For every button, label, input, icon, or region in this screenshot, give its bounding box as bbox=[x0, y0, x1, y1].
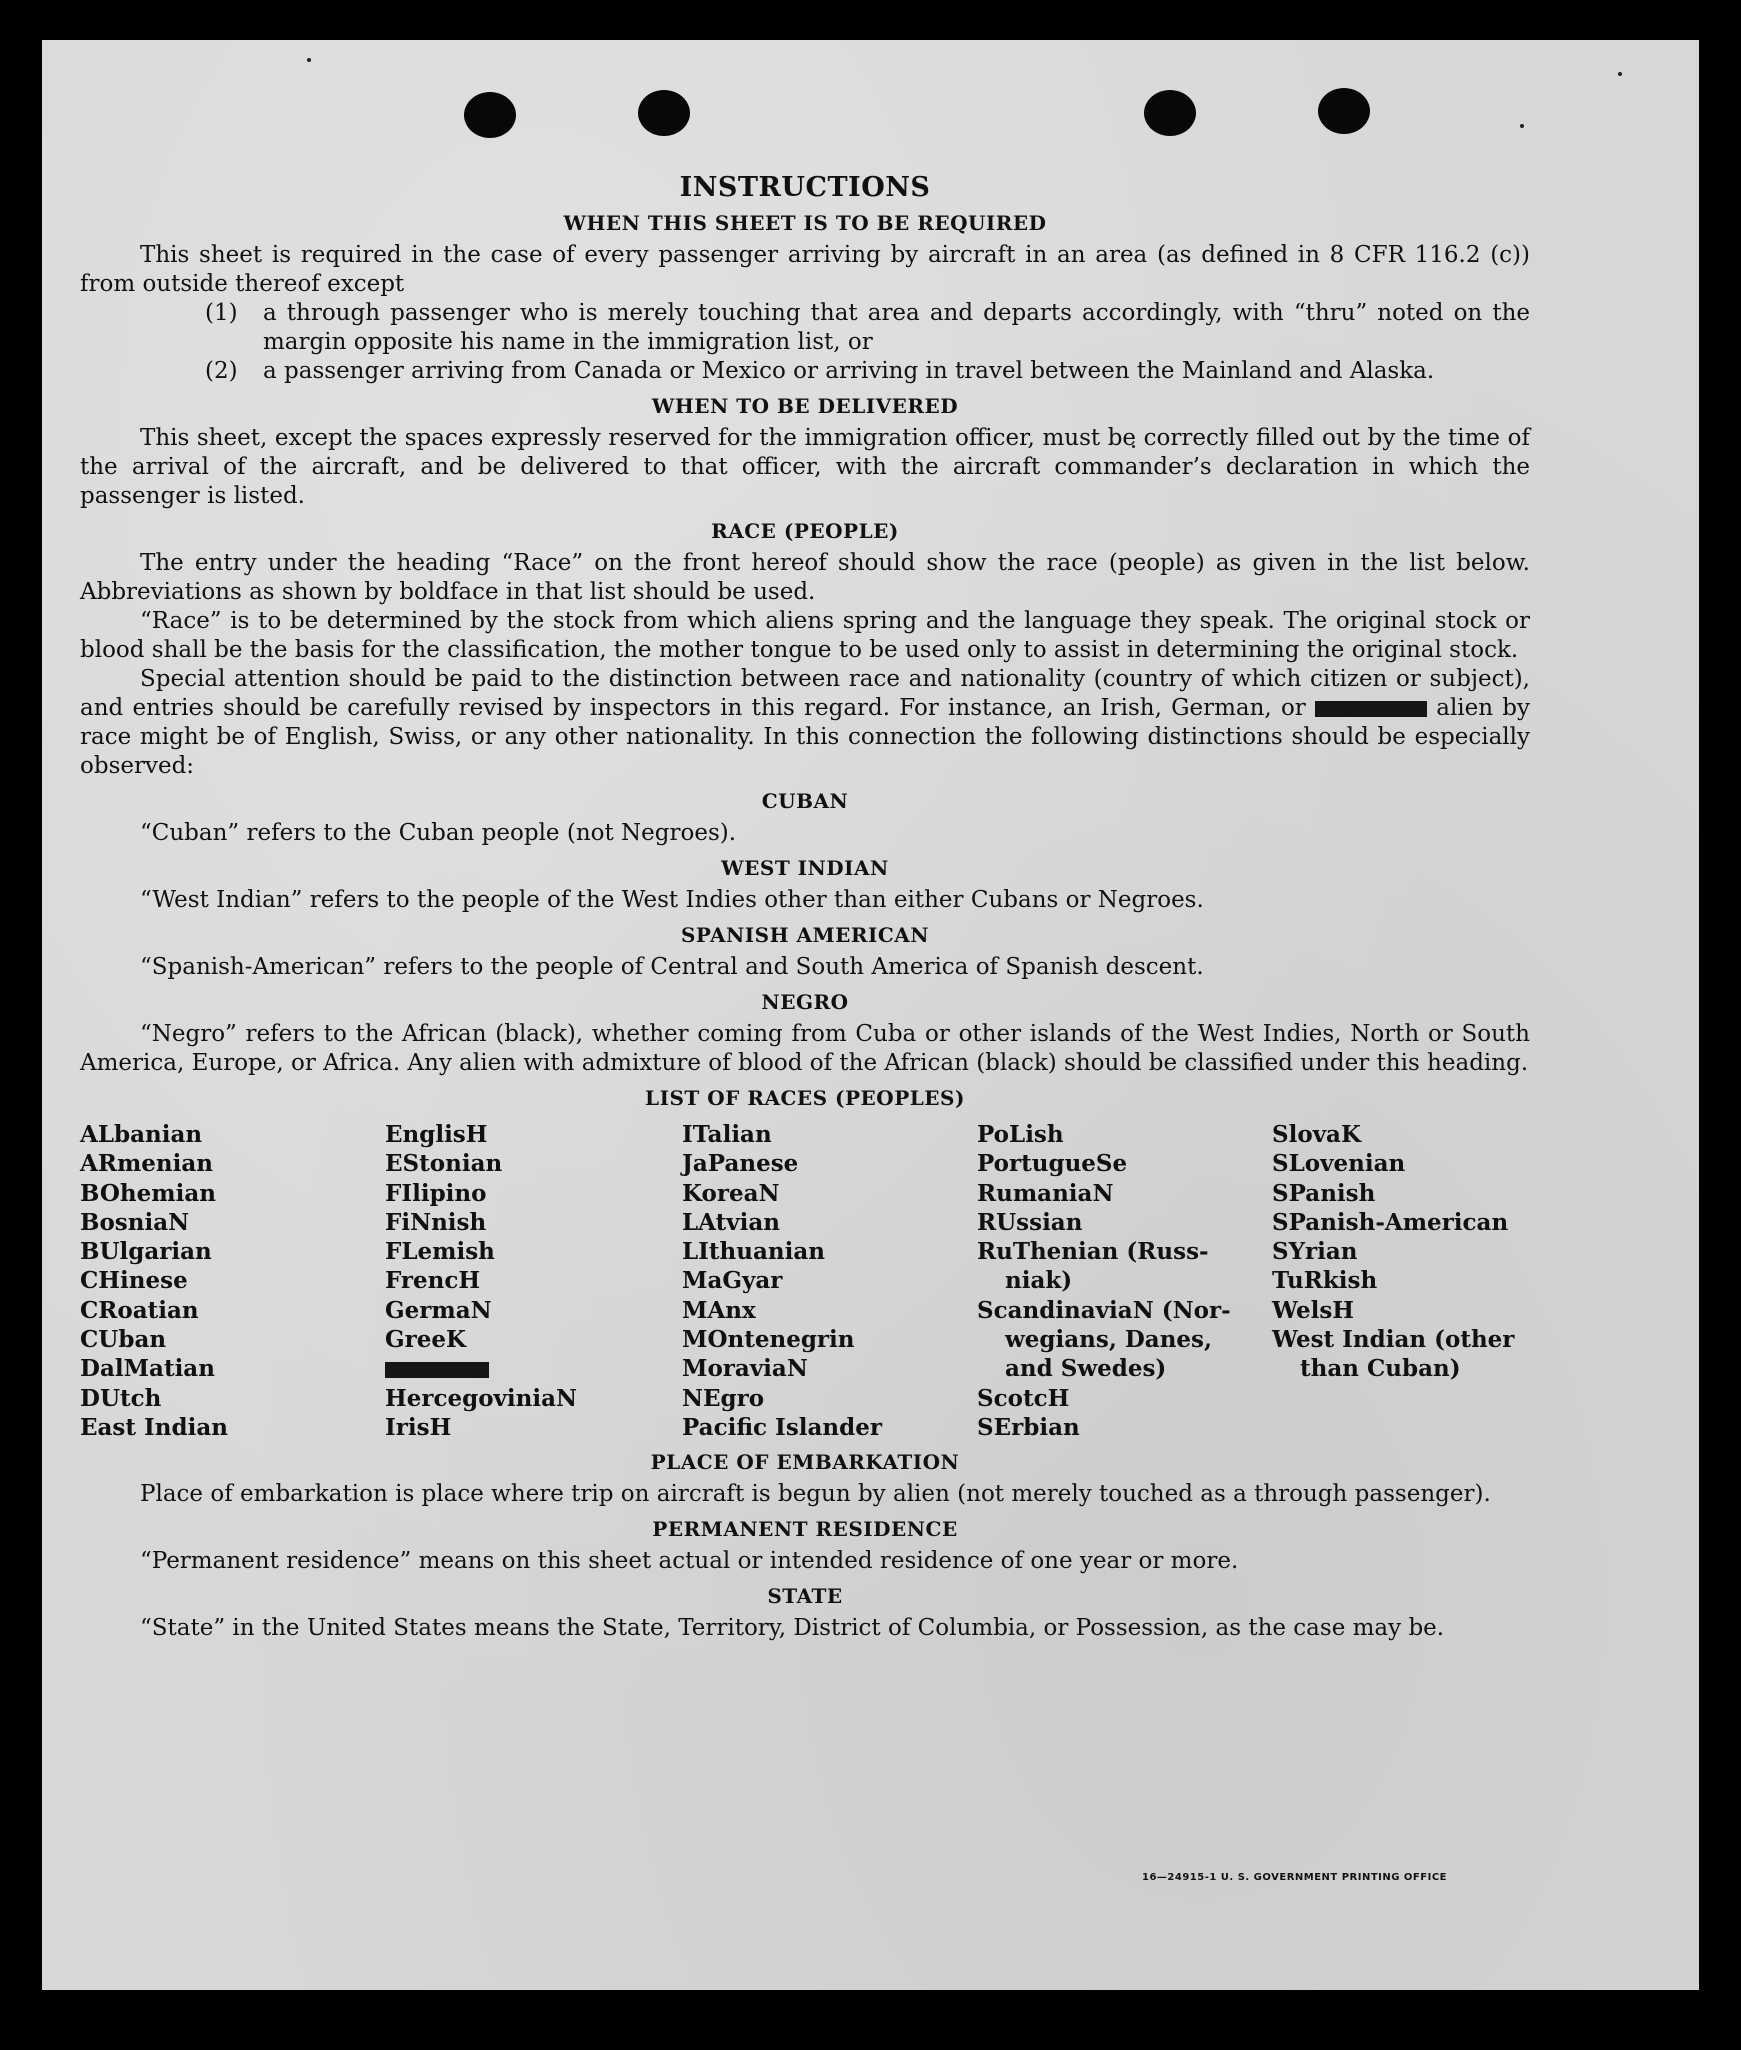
race-entry: Pacific Islander bbox=[682, 1413, 882, 1441]
spanish-american-text: “Spanish-American” refers to the people of Central and South America of Spanish descent. bbox=[140, 954, 1204, 980]
race-paragraph-3-start: Special attention should be paid to the distinction between race and nationality (country of which citizen or subject), and entries should be carefully revised by inspectors in this regard. For instance, an Irish, German, or bbox=[80, 666, 1530, 721]
race-entry: CRoatian bbox=[80, 1296, 199, 1324]
race-entry: DUtch bbox=[80, 1384, 162, 1412]
race-entry: BosniaN bbox=[80, 1208, 190, 1236]
race-entry: GermaN bbox=[385, 1296, 492, 1324]
race-entry: SPanish-American bbox=[1272, 1208, 1509, 1236]
section-heading-state: STATE bbox=[767, 1584, 843, 1609]
race-entry: ITalian bbox=[682, 1121, 772, 1148]
race-entry: EStonian bbox=[385, 1150, 503, 1178]
race-entry: SYrian bbox=[1272, 1238, 1358, 1266]
race-entry: PoLish bbox=[977, 1121, 1064, 1148]
race-entry: EnglisH bbox=[385, 1121, 488, 1148]
race-entry: GreeK bbox=[385, 1326, 467, 1354]
race-entry: PortugueSe bbox=[977, 1150, 1128, 1178]
section-heading-residence: PERMANENT RESIDENCE bbox=[652, 1517, 958, 1542]
race-paragraph-2: “Race” is to be determined by the stock from which aliens spring and the language they speak. The original stock or blood shall be the basis for the classification, the mother tongue to be used only to assist in determining the original stock. bbox=[80, 608, 1530, 663]
section-heading-west-indian: WEST INDIAN bbox=[721, 856, 889, 880]
race-entry: RuThenian (Russ- bbox=[977, 1238, 1209, 1266]
race-paragraph-1: The entry under the heading “Race” on the front hereof should show the race (people) as given in the list below. Abbreviations as shown by boldface in that list should be used. bbox=[80, 550, 1530, 605]
race-entry: LAtvian bbox=[682, 1208, 780, 1236]
race-entry: West Indian (other bbox=[1272, 1326, 1515, 1354]
race-entry-continuation: wegians, Danes, bbox=[1005, 1326, 1212, 1354]
page-title: INSTRUCTIONS bbox=[679, 172, 931, 203]
residence-text: “Permanent residence” means on this sheet actual or intended residence of one year or more. bbox=[140, 1548, 1239, 1575]
section-heading-negro: NEGRO bbox=[761, 990, 849, 1014]
race-entry: IrisH bbox=[385, 1413, 452, 1441]
cuban-text: “Cuban” refers to the Cuban people (not Negroes). bbox=[140, 820, 737, 846]
race-entry: FiNnish bbox=[385, 1208, 487, 1236]
races-list bbox=[80, 1120, 1530, 1442]
section-heading-list-of-races: LIST OF RACES (PEOPLES) bbox=[645, 1086, 965, 1110]
exception-number: (2) bbox=[205, 358, 238, 384]
section-heading-delivered: WHEN TO BE DELIVERED bbox=[651, 394, 959, 418]
race-paragraph-3-end: alien by race might be of English, Swiss, or any other nationality. In this connection the following distinctions should be especially observed: bbox=[80, 695, 1531, 779]
race-entry-redacted bbox=[385, 1354, 682, 1383]
punch-hole bbox=[1318, 88, 1370, 134]
race-entry: MAnx bbox=[682, 1296, 756, 1324]
scan-speck bbox=[1618, 72, 1622, 76]
race-entry: MaGyar bbox=[682, 1267, 783, 1295]
exception-item-1 bbox=[205, 299, 1530, 357]
section-heading-spanish-american: SPANISH AMERICAN bbox=[680, 923, 930, 947]
punch-hole bbox=[1144, 90, 1196, 136]
delivered-text: This sheet, except the spaces expressly reserved for the immigration officer, must be correctly filled out by the time of the arrival of the aircraft, and be delivered to that officer, with the aircraft commander’s declaration in which the passenger is listed. bbox=[80, 425, 1530, 509]
race-entry: MoraviaN bbox=[682, 1355, 808, 1383]
race-entry: SlovaK bbox=[1272, 1121, 1361, 1148]
races-column-4 bbox=[977, 1120, 1272, 1442]
redaction-mark bbox=[385, 1362, 489, 1378]
section-heading-cuban: CUBAN bbox=[761, 789, 849, 813]
race-entry: BUlgarian bbox=[80, 1238, 212, 1266]
instructions-content bbox=[80, 172, 1530, 1643]
races-column-2 bbox=[385, 1120, 682, 1442]
embarkation-text: Place of embarkation is place where trip on aircraft is begun by alien (not merely touched as a through passenger). bbox=[140, 1481, 1491, 1508]
race-entry: TuRkish bbox=[1272, 1267, 1378, 1295]
race-entry: CHinese bbox=[80, 1267, 188, 1295]
race-entry: MOntenegrin bbox=[682, 1326, 855, 1354]
exception-text: a through passenger who is merely touching that area and departs accordingly, with “thru” noted on the margin opposite his name in the immigration list, or bbox=[263, 300, 1530, 355]
exception-item-2 bbox=[205, 357, 1530, 386]
race-paragraph-3 bbox=[80, 665, 1530, 781]
redaction-mark bbox=[1315, 701, 1427, 717]
race-entry: BOhemian bbox=[80, 1179, 216, 1207]
race-entry-continuation: than Cuban) bbox=[1300, 1355, 1461, 1383]
race-entry-continuation: niak) bbox=[1005, 1267, 1073, 1295]
race-entry: SPanish bbox=[1272, 1179, 1376, 1207]
race-entry: FrencH bbox=[385, 1267, 481, 1295]
race-entry: LIthuanian bbox=[682, 1238, 825, 1266]
scan-speck bbox=[307, 58, 311, 62]
race-entry: KoreaN bbox=[682, 1179, 780, 1207]
race-entry: ScotcH bbox=[977, 1384, 1070, 1412]
race-entry: RumaniaN bbox=[977, 1179, 1114, 1207]
race-entry: DalMatian bbox=[80, 1355, 215, 1383]
race-entry-continuation: and Swedes) bbox=[1005, 1355, 1167, 1383]
race-entry: FIlipino bbox=[385, 1179, 487, 1207]
races-column-3 bbox=[682, 1120, 977, 1442]
negro-text: “Negro” refers to the African (black), whether coming from Cuba or other islands of the West Indies, North or South America, Europe, or Africa. Any alien with admixture of blood of the African (black) should be classified under this heading. bbox=[80, 1021, 1530, 1076]
race-entry: HercegoviniaN bbox=[385, 1384, 578, 1412]
punch-hole bbox=[464, 92, 516, 138]
punch-hole bbox=[638, 90, 690, 136]
race-entry: ARmenian bbox=[80, 1150, 214, 1178]
state-text: “State” in the United States means the State, Territory, District of Columbia, or Possession, as the case may be. bbox=[140, 1615, 1445, 1642]
race-entry: NEgro bbox=[682, 1384, 765, 1412]
race-entry: ALbanian bbox=[80, 1121, 203, 1148]
section-heading-embarkation: PLACE OF EMBARKATION bbox=[650, 1450, 960, 1475]
races-column-5 bbox=[1272, 1120, 1530, 1442]
races-column-1 bbox=[80, 1120, 385, 1442]
printing-office-code: 16—24915-1 U. S. GOVERNMENT PRINTING OFFICE bbox=[1142, 1872, 1447, 1883]
race-entry: JaPanese bbox=[682, 1150, 799, 1178]
race-entry: ScandinaviaN (Nor- bbox=[977, 1296, 1231, 1324]
section-heading-race: RACE (PEOPLE) bbox=[711, 519, 899, 543]
race-entry: SErbian bbox=[977, 1413, 1080, 1441]
west-indian-text: “West Indian” refers to the people of the West Indies other than either Cubans or Negroes. bbox=[140, 887, 1204, 913]
exception-text: a passenger arriving from Canada or Mexico or arriving in travel between the Mainland and Alaska. bbox=[263, 358, 1435, 384]
document-sheet bbox=[42, 40, 1699, 1990]
race-entry: SLovenian bbox=[1272, 1150, 1406, 1178]
required-intro: This sheet is required in the case of every passenger arriving by aircraft in an area (as defined in 8 CFR 116.2 (c)) from outside thereof except bbox=[80, 242, 1530, 297]
section-heading-required: WHEN THIS SHEET IS TO BE REQUIRED bbox=[563, 211, 1047, 235]
race-entry: WelsH bbox=[1272, 1296, 1355, 1324]
race-entry: CUban bbox=[80, 1326, 167, 1354]
race-entry: RUssian bbox=[977, 1208, 1083, 1236]
race-entry: East Indian bbox=[80, 1413, 228, 1441]
exception-number: (1) bbox=[205, 300, 238, 326]
scan-speck bbox=[1520, 124, 1524, 128]
race-entry: FLemish bbox=[385, 1238, 495, 1266]
